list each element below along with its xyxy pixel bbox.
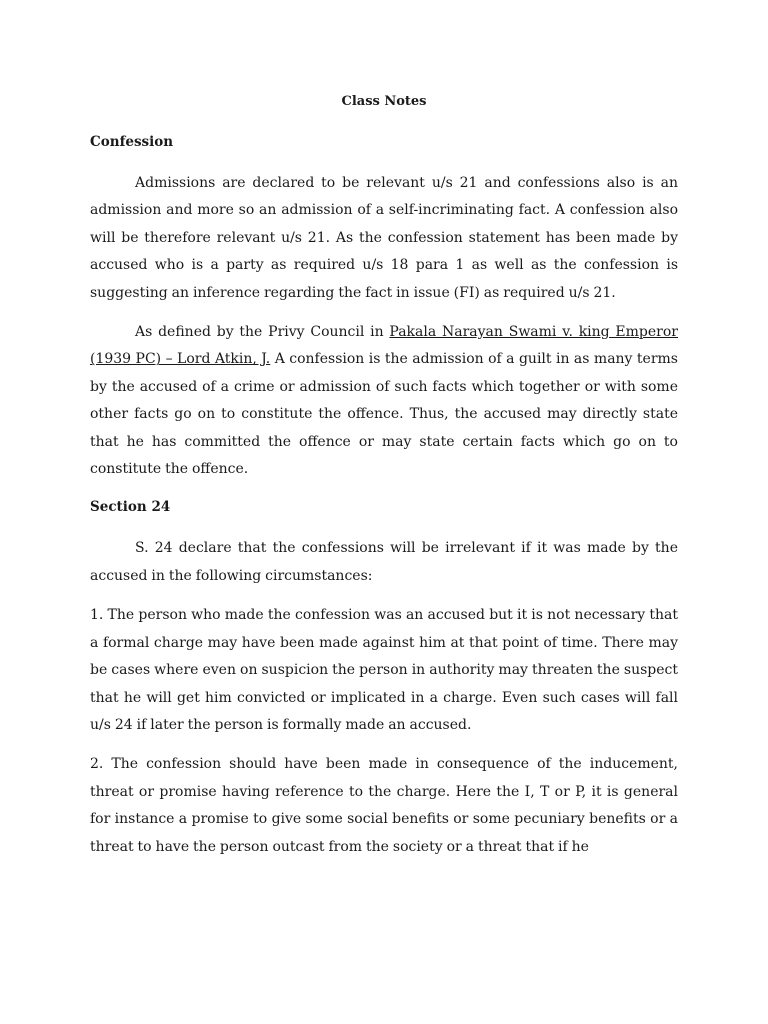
paragraph-section-24-intro: S. 24 declare that the confessions will be irrelevant if it was made by the accused in the following circumstances: bbox=[90, 540, 678, 584]
document-page bbox=[90, 90, 678, 873]
list-item-point-1: 1. The person who made the confession was an accused but it is not necessary that a formal charge may have been made against him at that point of time. There may be cases where even on suspicion the person in authority may threaten the suspect that he will get him convicted or implicated in a charge. Even such cases will fall u/s 24 if later the person is formally made an accused. bbox=[90, 607, 678, 733]
section-heading-section-24: Section 24 bbox=[90, 499, 171, 516]
paragraph-privy-council-definition bbox=[90, 319, 678, 483]
definition-body: A confession is the admission of a guilt in as many terms by the accused of a crime or admission of such facts which together or with some other facts go on to constitute the offence. Thus, the accused may directly state that he has committed the offence or may state certain facts which go on to constitute the offence. bbox=[90, 351, 678, 478]
case-citation: Pakala Narayan Swami v. king Emperor (1939 PC) – Lord Atkin, J. bbox=[90, 324, 678, 368]
definition-prefix: As defined by the Privy Council in bbox=[135, 324, 390, 341]
page-title: Class Notes bbox=[341, 94, 427, 109]
paragraph-admissions: Admissions are declared to be relevant u/s 21 and confessions also is an admission and more so an admission of a self-incriminating fact. A confession also will be therefore relevant u/s 21. As the confession statement has been made by accused who is a party as required u/s 18 para 1 as well as the confession is suggesting an inference regarding the fact in issue (FI) as required u/s 21. bbox=[90, 175, 678, 301]
section-heading-confession: Confession bbox=[90, 134, 174, 150]
list-item-point-2: 2. The confession should have been made in consequence of the inducement, threat or promise having reference to the charge. Here the I, T or P, it is general for instance a promise to give some social benefits or some pecuniary benefits or a threat to have the person outcast from the society or a threat that if he bbox=[90, 756, 678, 855]
